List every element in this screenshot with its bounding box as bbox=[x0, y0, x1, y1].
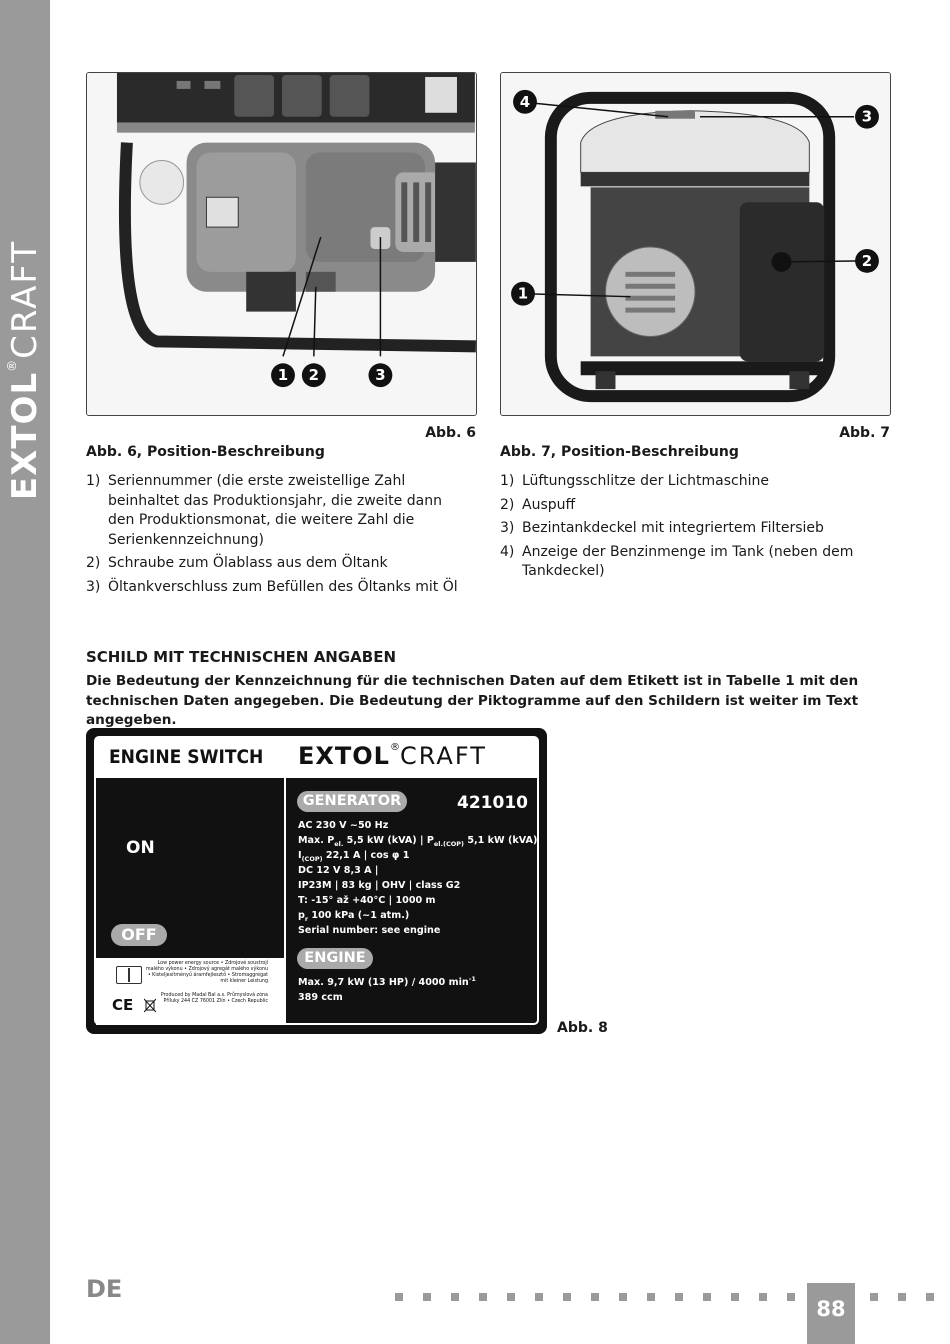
footer-dot bbox=[647, 1293, 655, 1301]
fig7-marker-1: 1 bbox=[517, 284, 529, 303]
plate-off-label: OFF bbox=[111, 924, 167, 946]
plate-brand-reg: ® bbox=[389, 742, 400, 753]
list-item-text: Seriennummer (die erste zweistellige Zahl beinhaltet das Produktionsjahr, die zweite dann den Produktionsmonat, die weitere Zahl die Serienkennzeichnung) bbox=[108, 473, 442, 548]
figure-7-caption: Abb. 7, Position-Beschreibung bbox=[500, 444, 739, 460]
fig6-marker-2: 2 bbox=[308, 366, 319, 385]
spec-pressure-sub: r bbox=[304, 914, 309, 923]
plate-info-box bbox=[96, 958, 284, 1025]
manual-book-icon bbox=[116, 966, 142, 984]
list-item bbox=[86, 472, 466, 550]
list-item-number: 3) bbox=[86, 578, 101, 595]
list-item-text: Lüftungsschlitze der Lichtmaschine bbox=[522, 473, 769, 489]
spec-serial: Serial number: see engine bbox=[298, 925, 441, 936]
spec-power-b: 5,5 kW (kVA) | P bbox=[343, 835, 434, 846]
plate-divider bbox=[284, 778, 286, 1025]
plate-on-label: ON bbox=[126, 838, 155, 858]
figure-6-list bbox=[86, 472, 466, 601]
list-item-number: 3) bbox=[500, 520, 515, 536]
footer-dot bbox=[619, 1293, 627, 1301]
spec-dc: DC 12 V 8,3 A | bbox=[298, 865, 379, 876]
page-number-box bbox=[807, 1283, 855, 1344]
spec-max-engine bbox=[298, 975, 476, 988]
footer-dot bbox=[395, 1293, 403, 1301]
plate-brand-logo bbox=[298, 742, 487, 770]
footer-dot bbox=[563, 1293, 571, 1301]
plate-brand-bold: EXTOL bbox=[298, 742, 390, 770]
list-item-text: Auspuff bbox=[522, 496, 576, 513]
spec-max-engine-a: Max. 9,7 kW (13 HP) / 4000 min bbox=[298, 977, 469, 989]
list-item-number: 2) bbox=[500, 496, 515, 513]
footer-dot bbox=[507, 1293, 515, 1301]
footer-dot bbox=[703, 1293, 711, 1301]
spec-current-sub: (COP) bbox=[301, 854, 323, 863]
list-item bbox=[500, 543, 890, 582]
spec-power-c: 5,1 kW (kVA) bbox=[464, 835, 538, 846]
list-item-number: 2) bbox=[86, 555, 101, 571]
spec-pressure bbox=[298, 910, 409, 923]
list-item bbox=[86, 554, 466, 574]
plate-engine-switch-title: ENGINE SWITCH bbox=[109, 746, 264, 768]
fig7-marker-3: 3 bbox=[861, 107, 873, 126]
list-item bbox=[500, 472, 890, 492]
list-item-number: 1) bbox=[500, 473, 515, 489]
spec-ip: IP23M | 83 kg | OHV | class G2 bbox=[298, 880, 461, 891]
fig6-marker-3: 3 bbox=[375, 366, 386, 385]
footer-dot bbox=[675, 1293, 683, 1301]
plate-model-number: 421010 bbox=[457, 793, 528, 813]
spec-current-b: 22,1 A | cos φ 1 bbox=[322, 850, 410, 861]
list-item bbox=[500, 496, 890, 516]
figure-6-image bbox=[86, 72, 477, 416]
footer-language-code: DE bbox=[86, 1275, 123, 1303]
footer-dot bbox=[759, 1293, 767, 1301]
spec-ac: AC 230 V ~50 Hz bbox=[298, 820, 389, 831]
figure-7-image bbox=[500, 72, 891, 416]
figure-6-label: Abb. 6 bbox=[425, 425, 476, 441]
spec-power-sub2: el.(COP) bbox=[433, 839, 464, 848]
spec-ccm: 389 ccm bbox=[298, 992, 343, 1003]
side-brand-reg: ® bbox=[5, 358, 19, 372]
plate-description-text: Low power energy source • Zdrojové soustrojí malého výkonu • Zdrojový agregát malého výkonu • Kisteljesítményű áramfejlesztő • Stromaggregat mit kleiner Leistung bbox=[145, 961, 268, 984]
section-description: Die Bedeutung der Kennzeichnung für die technischen Daten auf dem Etikett ist in Tabelle 1 mit den technischen Daten angegeben. Die Bedeutung der Piktogramme auf den Schildern ist weiter im Text angegeben. bbox=[86, 673, 859, 728]
rating-plate-inner bbox=[94, 736, 539, 1025]
footer-dot bbox=[926, 1293, 934, 1301]
footer-dot bbox=[787, 1293, 795, 1301]
page-number: 88 bbox=[816, 1297, 846, 1321]
footer-dot bbox=[479, 1293, 487, 1301]
spec-current-a: I bbox=[298, 850, 302, 861]
spec-power-a: Max. P bbox=[298, 835, 335, 846]
footer-dot bbox=[535, 1293, 543, 1301]
fig6-marker-1: 1 bbox=[277, 366, 289, 385]
fig7-marker-2: 2 bbox=[861, 251, 873, 270]
footer-dot bbox=[451, 1293, 459, 1301]
section-title: SCHILD MIT TECHNISCHEN ANGABEN bbox=[86, 648, 397, 666]
spec-current bbox=[298, 850, 409, 863]
spec-temperature: T: -15° až +40°C | 1000 m bbox=[298, 895, 436, 906]
footer-dot bbox=[731, 1293, 739, 1301]
list-item-number: 4) bbox=[500, 543, 515, 560]
figure-6-caption: Abb. 6, Position-Beschreibung bbox=[86, 444, 325, 460]
plate-producer-text: Produced by Madal Bal a.s. Průmyslová zóna Příluky 244 CZ 76001 Zlín • Czech Republic bbox=[160, 993, 268, 1004]
plate-brand-light: CRAFT bbox=[399, 742, 487, 770]
ce-mark-icon: CE bbox=[112, 996, 134, 1014]
list-item-text: Bezintankdeckel mit integriertem Filtersieb bbox=[522, 520, 824, 536]
footer-dot bbox=[591, 1293, 599, 1301]
list-item bbox=[500, 519, 890, 539]
spec-max-engine-sup: -1 bbox=[468, 975, 476, 983]
list-item bbox=[86, 578, 466, 598]
figure-7-list bbox=[500, 472, 890, 586]
side-brand-bold: EXTOL bbox=[5, 371, 45, 501]
spec-power bbox=[298, 835, 537, 848]
figure-7-label: Abb. 7 bbox=[839, 425, 890, 441]
footer-dot bbox=[898, 1293, 906, 1301]
spec-power-sub: el. bbox=[334, 839, 344, 848]
figure-8-label: Abb. 8 bbox=[557, 1020, 608, 1036]
list-item-text: Schraube zum Ölablass aus dem Öltank bbox=[108, 555, 388, 571]
generator-pill: GENERATOR bbox=[297, 791, 407, 812]
rating-plate bbox=[86, 728, 547, 1034]
footer-dot bbox=[423, 1293, 431, 1301]
footer-dot bbox=[870, 1293, 878, 1301]
engine-pill: ENGINE bbox=[297, 948, 373, 969]
spec-pressure-a: p bbox=[298, 910, 305, 921]
list-item-text: Öltankverschluss zum Befüllen des Öltanks mit Öl bbox=[108, 578, 458, 595]
weee-bin-icon bbox=[144, 998, 156, 1013]
fig7-marker-4: 4 bbox=[519, 92, 531, 111]
plate-header bbox=[96, 738, 537, 778]
list-item-number: 1) bbox=[86, 473, 101, 489]
side-strip bbox=[0, 0, 50, 1344]
list-item-text: Anzeige der Benzinmenge im Tank (neben dem Tankdeckel) bbox=[522, 543, 854, 579]
spec-pressure-b: 100 kPa (~1 atm.) bbox=[308, 910, 410, 921]
side-brand-light: CRAFT bbox=[5, 239, 45, 359]
